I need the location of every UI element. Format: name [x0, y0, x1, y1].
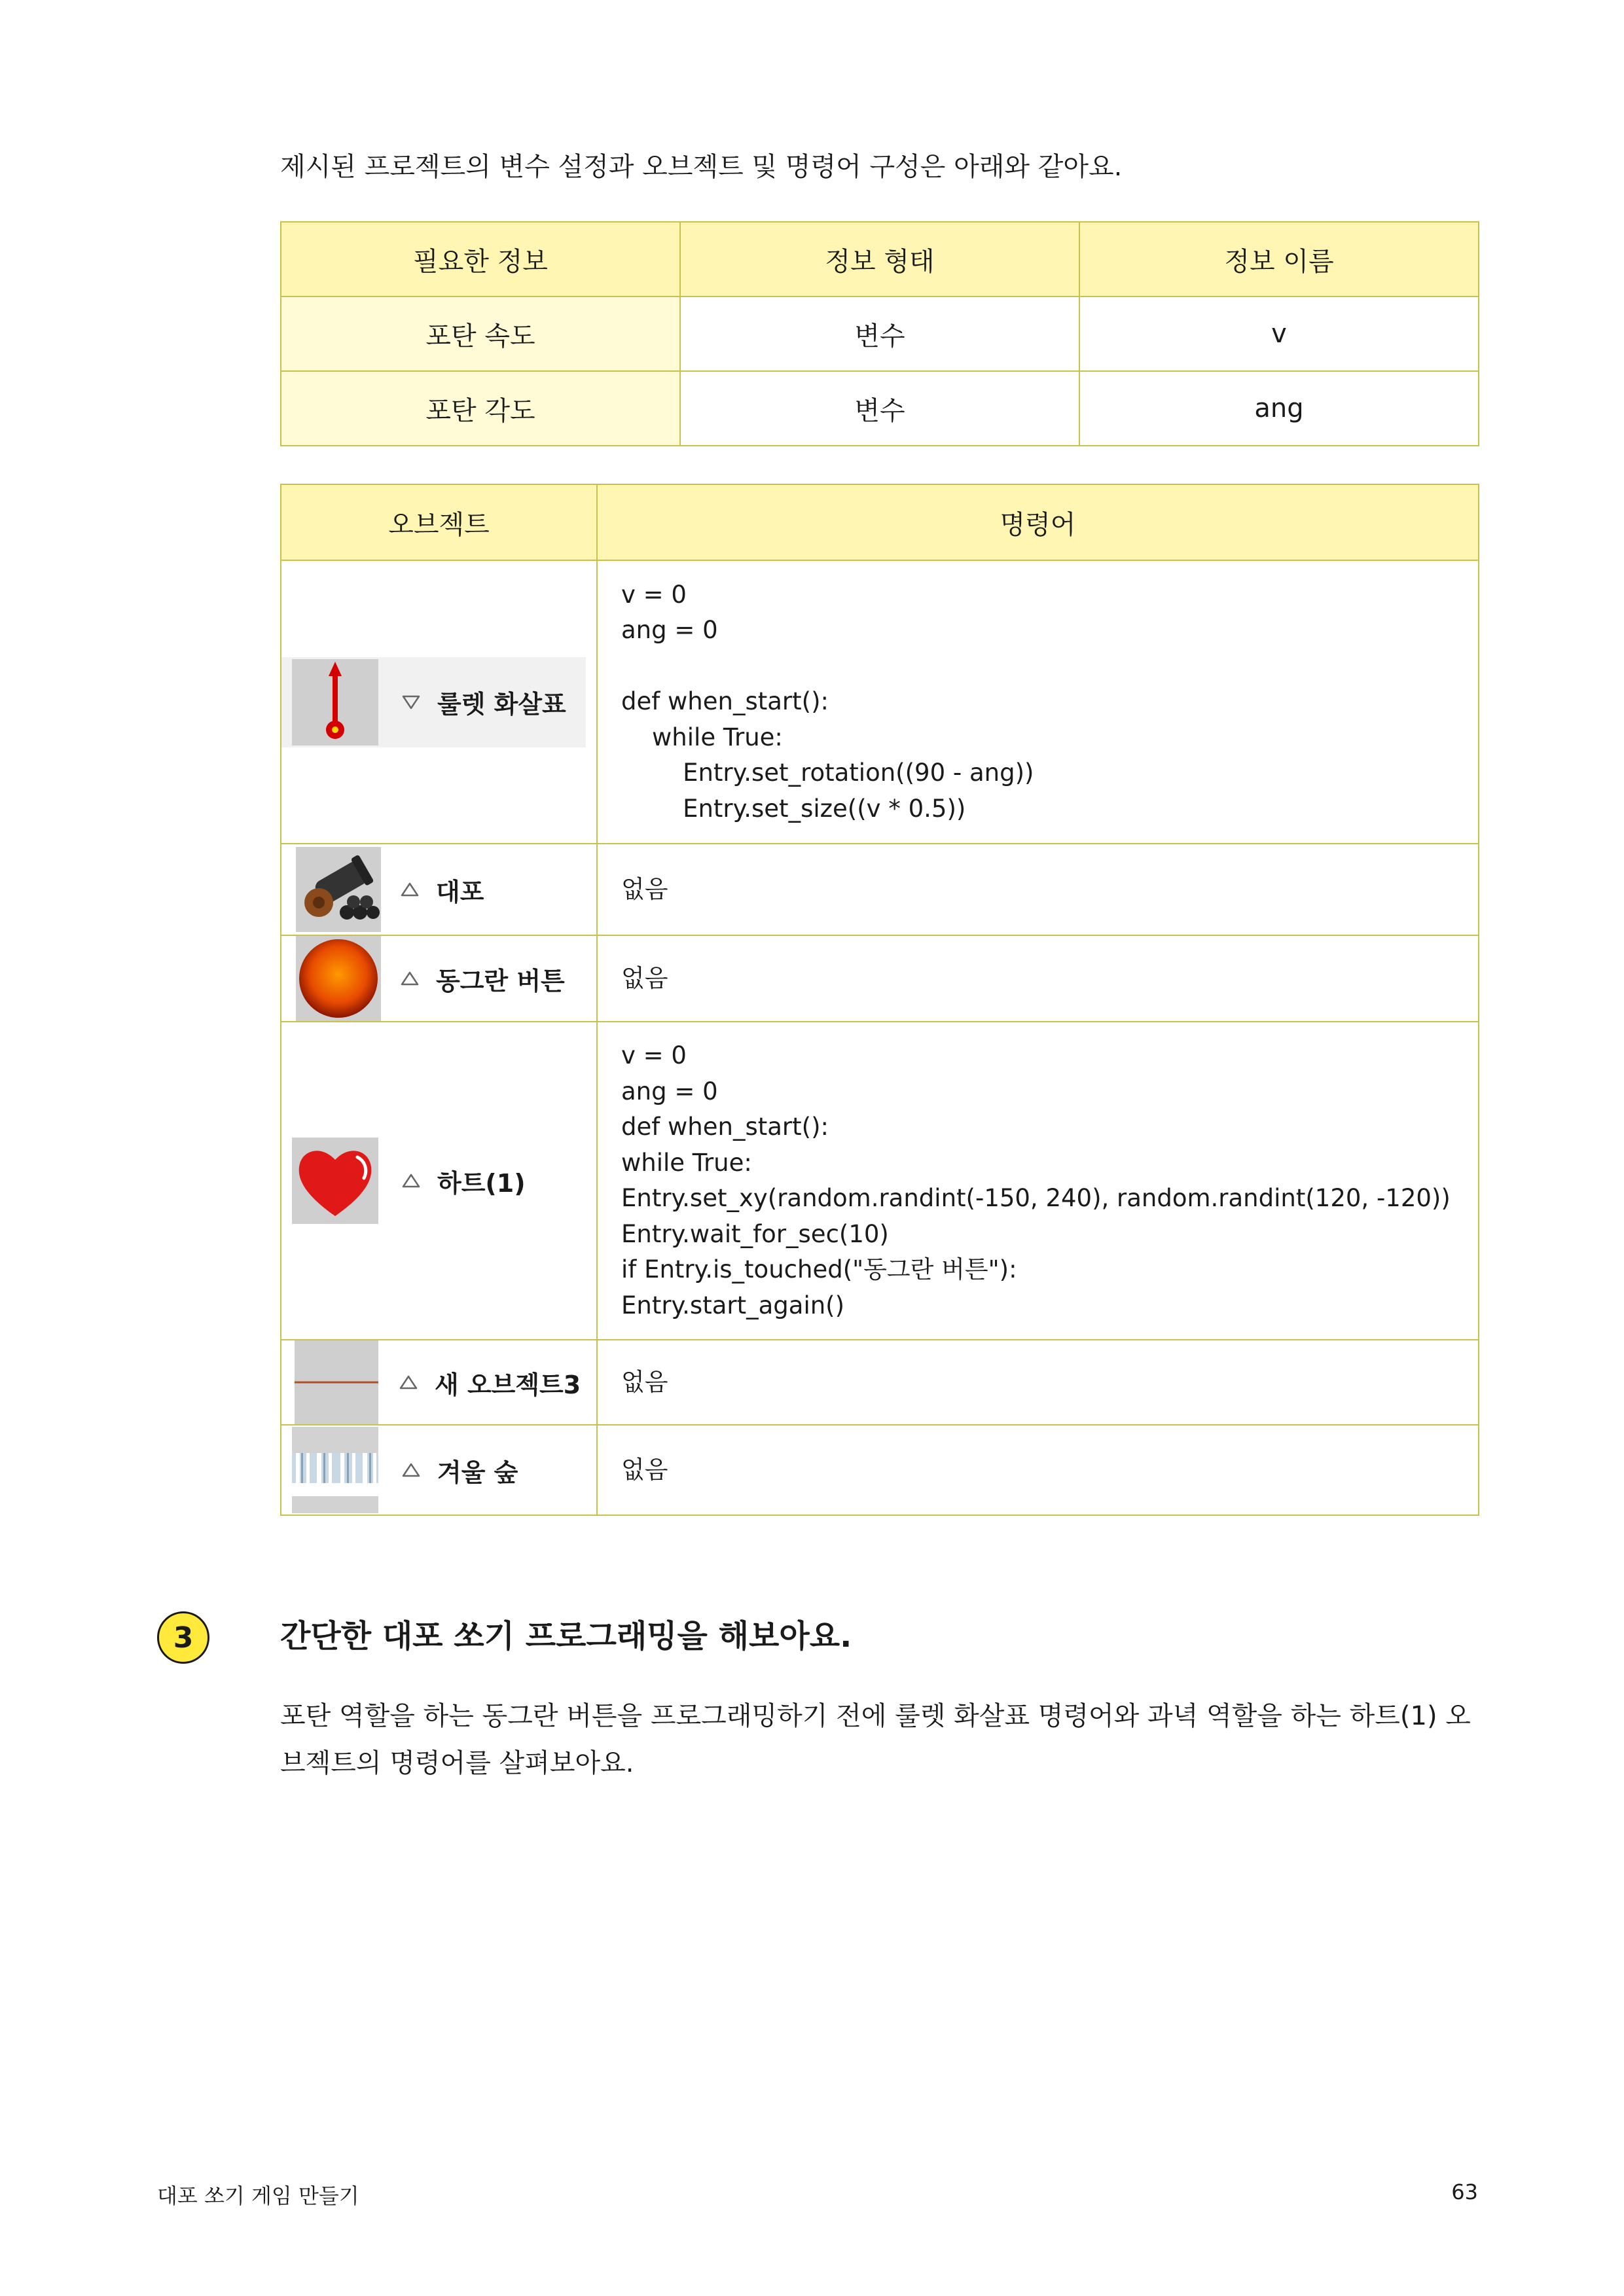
object-card[interactable]	[281, 847, 596, 932]
command-cell: v = 0 ang = 0 def when_start(): while True: Entry.set_rotation((90 - ang)) Entry.set_size((v * 0.5))	[597, 560, 1479, 844]
info-cell: 포탄 각도	[281, 371, 680, 446]
object-cell	[281, 935, 597, 1022]
table-row	[281, 560, 1479, 844]
heart-icon	[292, 1138, 378, 1224]
chevron-up-icon[interactable]	[402, 1462, 420, 1478]
info-table	[280, 221, 1479, 446]
info-header-cell: 정보 이름	[1079, 222, 1479, 296]
table-row	[281, 935, 1479, 1022]
page-number: 63	[1451, 2179, 1478, 2204]
chevron-up-icon[interactable]	[399, 1374, 418, 1390]
roulette-arrow-icon	[292, 659, 378, 745]
command-cell: 없음	[597, 1340, 1479, 1425]
object-name: 룰렛 화살표	[437, 690, 566, 719]
object-header-cell: 명령어	[597, 484, 1479, 560]
footer-chapter-title: 대포 쏘기 게임 만들기	[157, 2183, 359, 2208]
object-cell	[281, 1425, 597, 1515]
object-cell	[281, 1340, 597, 1425]
cannon-icon	[296, 847, 381, 932]
chevron-up-icon[interactable]	[402, 1173, 420, 1189]
object-table	[280, 484, 1479, 1516]
object-cell	[281, 844, 597, 935]
table-row	[281, 371, 1479, 446]
info-header-cell: 정보 형태	[680, 222, 1079, 296]
object-name: 하트(1)	[437, 1168, 526, 1198]
object-name: 새 오브젝트3	[435, 1370, 581, 1399]
chevron-up-icon[interactable]	[401, 971, 419, 986]
command-cell: v = 0 ang = 0 def when_start(): while True: Entry.set_xy(random.randint(-150, 240), random.randint(120, -120)) Entry.wait_for_sec(10) if Entry.is_touched("동그란 버튼"): Entry.start_again()	[597, 1022, 1479, 1340]
object-name: 겨울 숲	[437, 1458, 518, 1487]
info-table-header	[281, 222, 1479, 296]
round-button-icon	[296, 936, 381, 1021]
object-cell	[281, 560, 597, 844]
command-cell: 없음	[597, 1425, 1479, 1515]
chevron-up-icon[interactable]	[401, 882, 419, 897]
info-cell: v	[1079, 296, 1479, 371]
info-header-cell: 필요한 정보	[281, 222, 680, 296]
object-card[interactable]	[281, 1427, 596, 1513]
table-row	[281, 844, 1479, 935]
table-row	[281, 1022, 1479, 1340]
step-number-badge: 3	[157, 1611, 209, 1664]
object-card[interactable]	[281, 657, 586, 747]
chevron-down-icon[interactable]	[402, 694, 420, 710]
table-row	[281, 1425, 1479, 1515]
winter-forest-icon	[292, 1427, 378, 1513]
info-cell: ang	[1079, 371, 1479, 446]
object-card[interactable]	[281, 1340, 596, 1424]
object-name: 동그란 버튼	[436, 966, 565, 996]
table-row	[281, 296, 1479, 371]
object-name: 대포	[436, 877, 484, 906]
table-row	[281, 1340, 1479, 1425]
command-cell: 없음	[597, 844, 1479, 935]
info-cell: 변수	[680, 296, 1079, 371]
object-card[interactable]	[281, 936, 596, 1021]
info-cell: 변수	[680, 371, 1079, 446]
info-cell: 포탄 속도	[281, 296, 680, 371]
object-header-cell: 오브젝트	[281, 484, 597, 560]
line-icon	[295, 1340, 378, 1424]
step-body-text: 포탄 역할을 하는 동그란 버튼을 프로그래밍하기 전에 룰렛 화살표 명령어와 과녁 역할을 하는 하트(1) 오브젝트의 명령어를 살펴보아요.	[280, 1701, 1471, 1778]
object-cell	[281, 1022, 597, 1340]
object-table-header	[281, 484, 1479, 560]
command-cell: 없음	[597, 935, 1479, 1022]
intro-text: 제시된 프로젝트의 변수 설정과 오브젝트 및 명령어 구성은 아래와 같아요.	[280, 152, 1123, 182]
object-card[interactable]	[281, 1138, 596, 1224]
step-title: 간단한 대포 쏘기 프로그래밍을 해보아요.	[280, 1618, 852, 1655]
